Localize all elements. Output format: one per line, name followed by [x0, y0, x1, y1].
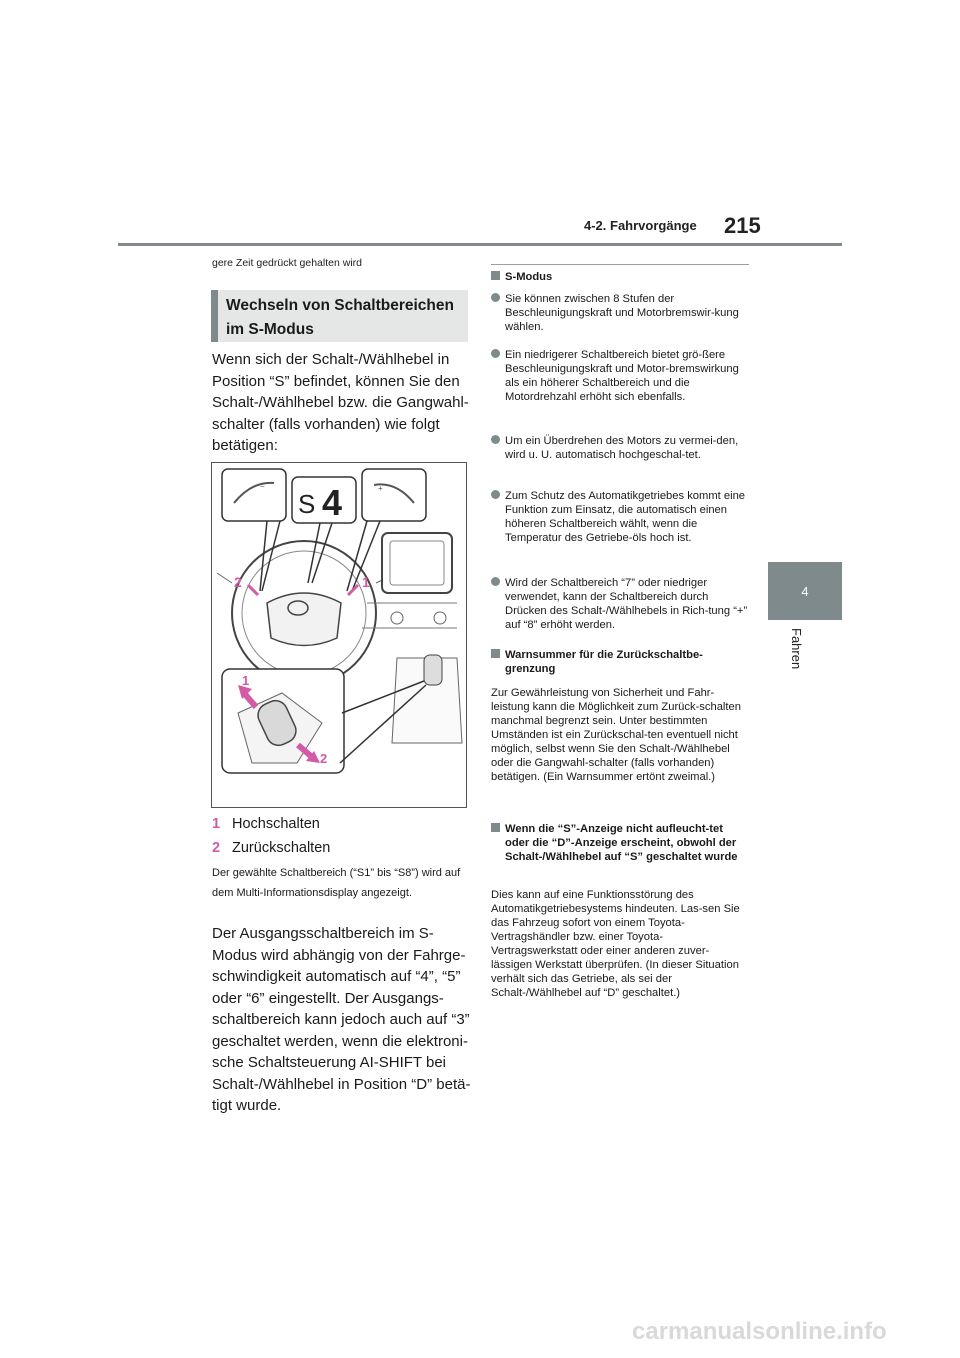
- warning-buzzer-heading: Warnsummer für die Zurückschaltbe-grenzung: [491, 648, 749, 676]
- callout-2-lever: 2: [320, 751, 328, 766]
- square-bullet-icon: [491, 271, 500, 280]
- chapter-label: Fahren: [789, 628, 804, 670]
- fault-heading: Wenn die “S”-Anzeige nicht aufleucht-tet oder die “D”-Anzeige erscheint, obwohl der Schalt-/Wählhebel auf “S” geschaltet wurde: [491, 822, 749, 864]
- fault-text: Dies kann auf eine Funktionsstörung des Automatikgetriebesystems hindeuten. Las-sen Sie das Fahrzeug sofort von einem Toyota-Vertragshändler bzw. einer Toyota-Vertragswerkstatt oder einer anderen zuver-lässigen Werkstatt überprüfen. (In dieser Situation verhält sich das Getriebe, als sei der Schalt-/Wählhebel auf “D” geschaltet.): [491, 889, 740, 999]
- gear-shift-illustration: [211, 462, 467, 808]
- square-bullet-icon: [491, 823, 500, 832]
- square-bullet-icon: [491, 649, 500, 658]
- step-label: Hochschalten: [232, 816, 320, 832]
- round-bullet-icon: [491, 435, 500, 444]
- display-note: Der gewählte Schaltbereich (“S1” bis “S8”) wird auf dem Multi-Informationsdisplay angezeigt.: [212, 867, 461, 899]
- step-number: 2: [212, 840, 221, 856]
- round-bullet-icon: [491, 349, 500, 358]
- bullet-item: Zum Schutz des Automatikgetriebes kommt eine Funktion zum Einsatz, die automatisch einen höheren Schaltbereich wählt, wenn die Temperatur des Getriebe-öls hoch ist.: [491, 489, 749, 545]
- display-number: 4: [322, 482, 343, 523]
- illustration-drawing: [212, 463, 466, 807]
- intro-paragraph: Wenn sich der Schalt-/Wählhebel in Position “S” befindet, können Sie den Schalt-/Wählhebel bzw. die Gangwahl-schalter (falls vorhanden) wie folgt betätigen:: [212, 351, 469, 454]
- callout-1-top: 1: [362, 574, 370, 590]
- display-letter: S: [298, 489, 316, 519]
- continued-text: gere Zeit gedrückt gehalten wird: [212, 257, 362, 269]
- bullet-item: Wird der Schaltbereich “7” oder niedriger verwendet, kann der Schaltbereich durch Drücken des Schalt-/Wählhebels in Rich-tung “+” auf “8” erhöht werden.: [491, 576, 749, 632]
- section-heading: Wechseln von Schaltbereichen im S-Modus: [211, 290, 468, 342]
- warning-buzzer-text: Zur Gewährleistung von Sicherheit und Fahr-leistung kann die Möglichkeit zum Zurück-schalten manchmal begrenzt sein. Unter bestimmten Umständen ist ein Zurückschal-ten eventuell nicht möglich, selbst wenn Sie den Schalt-/Wählhebel oder die Gangwahl-schalter (falls vorhanden) betätigen. (Ein Warnsummer ertönt zweimal.): [491, 687, 741, 783]
- bullet-item: Ein niedrigerer Schaltbereich bietet grö-ßere Beschleunigungskraft und Motor-bremswirkung als ein höherer Schaltbereich und die Motordrehzahl erhöht sich ebenfalls.: [491, 348, 749, 404]
- svg-text:+: +: [378, 484, 383, 493]
- ai-shift-paragraph: Der Ausgangsschaltbereich im S-Modus wird abhängig von der Fahrge-schwindigkeit automatisch auf “4”, “5” oder “6” eingestellt. Der Ausgangs-schaltbereich kann jedoch auch auf “3” geschaltet werden, wenn die elektroni-sche Schaltsteuerung AI-SHIFT bei Schalt-/Wählhebel in Position “D” betä-tigt wurde.: [212, 925, 471, 1114]
- round-bullet-icon: [491, 577, 500, 586]
- callout-2-top: 2: [234, 574, 242, 590]
- section-title: 4-2. Fahrvorgänge: [584, 218, 697, 233]
- right-column-rule: [491, 264, 749, 265]
- step-number: 1: [212, 816, 221, 832]
- watermark: carmanualsonline.info: [632, 1318, 887, 1345]
- bullet-item: Sie können zwischen 8 Stufen der Beschleunigungskraft und Motorbremswir-kung wählen.: [491, 292, 749, 334]
- step-upshift: [212, 812, 474, 836]
- chapter-number: 4: [801, 583, 809, 599]
- round-bullet-icon: [491, 490, 500, 499]
- step-downshift: [212, 836, 474, 860]
- step-label: Zurückschalten: [232, 840, 331, 856]
- s-mode-heading: S-Modus: [491, 270, 749, 284]
- round-bullet-icon: [491, 293, 500, 302]
- chapter-tab[interactable]: [768, 562, 842, 620]
- bullet-item: Um ein Überdrehen des Motors zu vermei-den, wird u. U. automatisch hochgeschal-tet.: [491, 434, 749, 462]
- callout-1-lever: 1: [242, 673, 250, 688]
- header-rule: [118, 243, 842, 246]
- svg-text:−: −: [260, 482, 265, 491]
- page-number: 215: [724, 213, 761, 238]
